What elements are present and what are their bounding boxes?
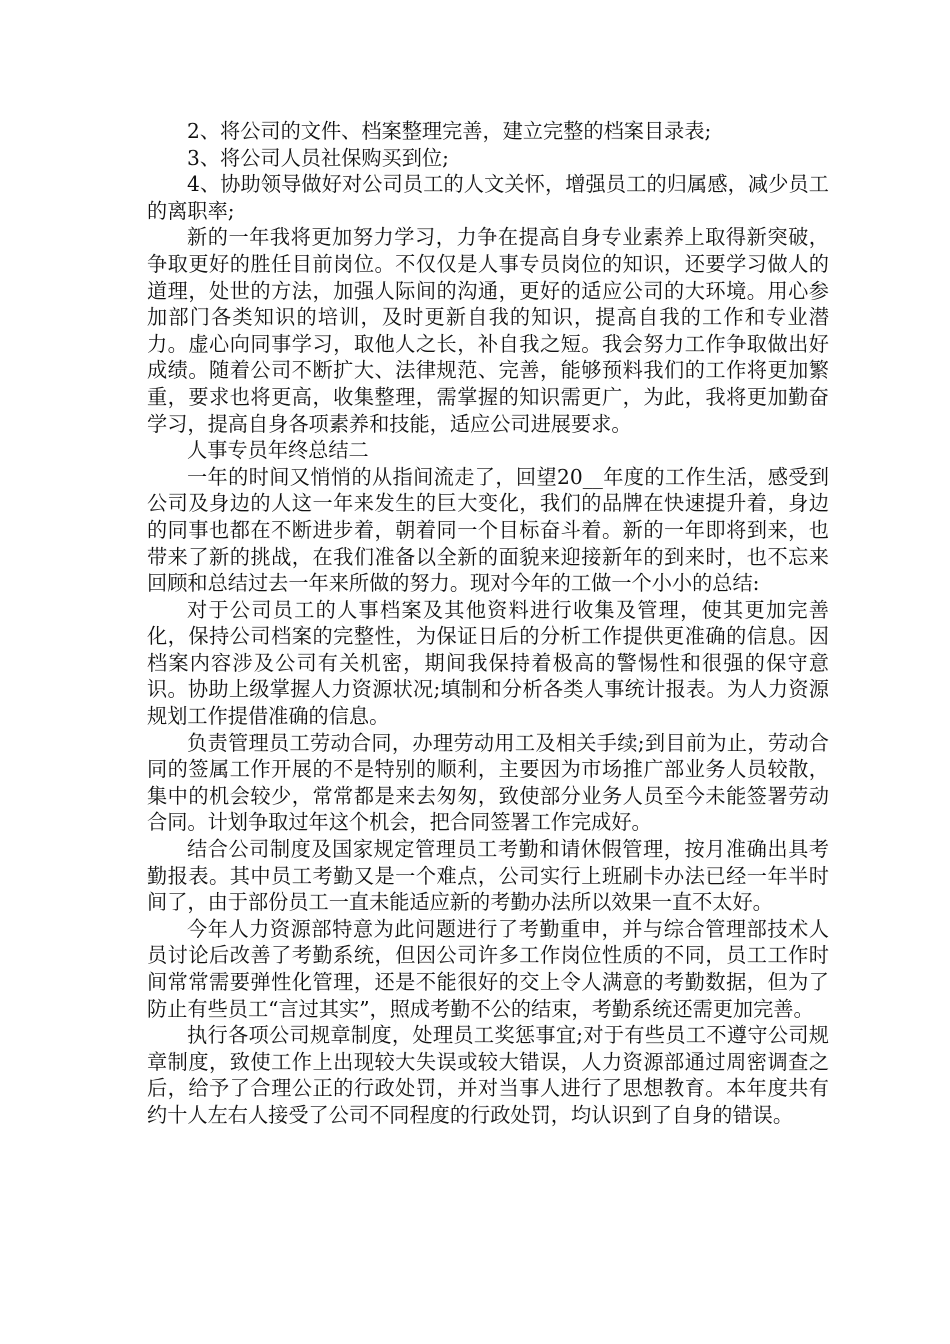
- list-item-archive: 2、将公司的文件、档案整理完善，建立完整的档案目录表;: [187, 119, 712, 143]
- paragraph-archives: 对于公司员工的人事档案及其他资料进行收集及管理，使其更加完善化，保持公司档案的完整性，为保证日后的分析工作提供更准确的信息。因档案内容涉及公司有关机密，期间我保持着极高的警惕性和很强的保守意识。协助上级掌握人力资源状况;填制和分析各类人事统计报表。为人力资源规划工作提借准确的信息。: [147, 597, 829, 729]
- section-title: 人事专员年终总结二: [187, 438, 369, 463]
- document-body: [147, 118, 829, 1129]
- paragraph-study-plan: 新的一年我将更加努力学习，力争在提高自身专业素养上取得新突破，争取更好的胜任目前岗位。不仅仅是人事专员岗位的知识，还要学习做人的道理，处世的方法，加强人际间的沟通，更好的适应公司的大环境。用心参加部门各类知识的培训，及时更新自我的知识，提高自我的工作和专业潜力。虚心向同事学习，取他人之长，补自我之短。我会努力工作争取做出好成绩。随着公司不断扩大、法律规范、完善，能够预料我们的工作将更加繁重，要求也将更高，收集整理，需掌握的知识需更广，为此，我将更加勤奋学习，提高自身各项素养和技能，适应公司进展要求。: [147, 225, 829, 436]
- list-item-employee-care: 4、协助领导做好对公司员工的人文关怀，增强员工的归属感，减少员工的离职率;: [147, 172, 829, 223]
- paragraph-intro: 一年的时间又悄悄的从指间流走了，回望20__年度的工作生活，感受到公司及身边的人这一年来发生的巨大变化，我们的品牌在快速提升着，身边的同事也都在不断进步着，朝着同一个目标奋斗着。新的一年即将到来，也带来了新的挑战，在我们准备以全新的面貌来迎接新年的到来时，也不忘来回顾和总结过去一年来所做的努力。现对今年的工做一个小小的总结:: [147, 464, 829, 596]
- paragraph-discipline: 执行各项公司规章制度，处理员工奖惩事宜;对于有些员工不遵守公司规章制度，致使工作上出现较大失误或较大错误，人力资源部通过周密调查之后，给予了合理公正的行政处罚，并对当事人进行了思想教育。本年度共有约十人左右人接受了公司不同程度的行政处罚，均认识到了自身的错误。: [147, 1023, 829, 1127]
- paragraph-attendance-system: 今年人力资源部特意为此问题进行了考勤重申，并与综合管理部技术人员讨论后改善了考勤系统，但因公司许多工作岗位性质的不同，员工工作时间常常需要弹性化管理，还是不能很好的交上令人满意的考勤数据，但为了防止有些员工“言过其实”，照成考勤不公的结束，考勤系统还需更加完善。: [147, 916, 829, 1021]
- paragraph-attendance: 结合公司制度及国家规定管理员工考勤和请休假管理，按月准确出具考勤报表。其中员工考勤又是一个难点，公司实行上班刷卡办法已经一年半时间了，由于部份员工一直未能适应新的考勤办法所以效果一直不太好。: [147, 837, 829, 915]
- paragraph-contracts: 负责管理员工劳动合同，办理劳动用工及相关手续;到目前为止，劳动合同的签属工作开展的不是特别的顺利，主要因为市场推广部业务人员较散，集中的机会较少，常常都是来去匆匆，致使部分业务人员至今未能签署劳动合同。计划争取过年这个机会，把合同签署工作完成好。: [147, 730, 829, 835]
- list-item-social-security: 3、将公司人员社保购买到位;: [187, 145, 449, 170]
